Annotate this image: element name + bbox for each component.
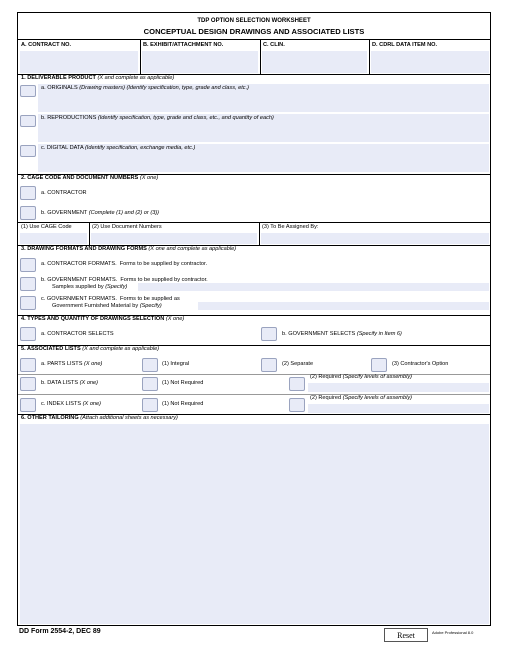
gfm-label: Government Furnished Material by (Specify) [52,303,162,309]
separate-label: (2) Separate [282,361,314,367]
parts-lists-checkbox[interactable] [20,358,36,372]
contractors-option-checkbox[interactable] [371,358,387,372]
reproductions-checkbox[interactable] [20,115,36,127]
index-lists-not-required-checkbox[interactable] [142,398,158,412]
section-1-title: 1. DELIVERABLE PRODUCT (X and complete as applicable) [21,75,175,81]
data-lists-required-checkbox[interactable] [289,377,305,391]
data-lists-levels-field[interactable] [308,383,489,392]
contractors-option-label: (3) Contractor's Option [392,361,449,367]
data-lists-checkbox[interactable] [20,377,36,391]
cdrl-label: D. CDRL DATA ITEM NO. [372,42,438,48]
section-5-title: 5. ASSOCIATED LISTS (X and complete as applicable) [21,346,160,352]
samples-supplied-label: Samples supplied by (Specify) [52,284,128,290]
reproductions-label: b. REPRODUCTIONS (Identify specification, type, grade and class, etc., and quantity of each) [41,115,274,121]
use-document-numbers-field[interactable] [91,233,257,244]
section-6-title: 6. OTHER TAILORING (Attach additional sheets as necessary) [21,415,178,421]
digital-data-label: c. DIGITAL DATA (Identify specification, exchange media, etc.) [41,145,196,151]
use-cage-code-field[interactable] [20,233,87,244]
exhibit-no-field[interactable] [142,51,258,73]
cage-government-label: b. GOVERNMENT (Complete (1) and (2) or (3)) [41,210,160,216]
data-lists-not-required-label: (1) Not Required [162,380,204,386]
government-formats-b-checkbox[interactable] [20,277,36,291]
separate-checkbox[interactable] [261,358,277,372]
integral-label: (1) Integral [162,361,190,367]
cage-contractor-label: a. CONTRACTOR [41,190,87,196]
index-lists-required-label: (2) Required (Specify levels of assembly) [310,395,412,401]
to-be-assigned-label: (3) To Be Assigned By: [262,224,319,230]
form-title: TDP OPTION SELECTION WORKSHEET [197,18,311,24]
index-lists-checkbox[interactable] [20,398,36,412]
use-cage-code-label: (1) Use CAGE Code [21,224,72,230]
section-2-title: 2. CAGE CODE AND DOCUMENT NUMBERS (X one) [21,175,159,181]
cdrl-field[interactable] [371,51,489,73]
index-lists-label: c. INDEX LISTS (X one) [41,401,102,407]
index-lists-levels-field[interactable] [308,404,489,413]
data-lists-label: b. DATA LISTS (X one) [41,380,99,386]
index-lists-required-checkbox[interactable] [289,398,305,412]
cage-government-checkbox[interactable] [20,206,36,220]
form-subtitle: CONCEPTUAL DESIGN DRAWINGS AND ASSOCIATED LISTS [143,27,365,36]
government-formats-b-label: b. GOVERNMENT FORMATS. Forms to be supplied by contractor. [41,277,208,283]
government-formats-c-checkbox[interactable] [20,296,36,310]
software-label: Adobe Professional 8.0 [432,630,474,635]
to-be-assigned-field[interactable] [261,233,489,244]
cage-contractor-checkbox[interactable] [20,186,36,200]
government-selects-label: b. GOVERNMENT SELECTS (Specify in Item 6) [282,331,402,337]
contractor-selects-label: a. CONTRACTOR SELECTS [41,331,114,337]
originals-checkbox[interactable] [20,85,36,97]
data-lists-required-label: (2) Required (Specify levels of assembly) [310,374,412,380]
index-lists-not-required-label: (1) Not Required [162,401,204,407]
contract-no-label: A. CONTRACT NO. [21,42,72,48]
government-formats-c-label: c. GOVERNMENT FORMATS. Forms to be supplied as [41,296,180,302]
exhibit-no-label: B. EXHIBIT/ATTACHMENT NO. [143,42,224,48]
government-selects-checkbox[interactable] [261,327,277,341]
gfm-field[interactable] [198,302,489,310]
parts-lists-label: a. PARTS LISTS (X one) [41,361,103,367]
contractor-selects-checkbox[interactable] [20,327,36,341]
contract-no-field[interactable] [20,51,138,73]
contractor-formats-label: a. CONTRACTOR FORMATS. Forms to be supplied by contractor. [41,261,208,267]
clin-label: C. CLIN. [263,42,285,48]
reset-button[interactable]: Reset [384,628,428,642]
other-tailoring-field[interactable] [20,424,489,624]
digital-data-checkbox[interactable] [20,145,36,157]
section-3-title: 3. DRAWING FORMATS AND DRAWING FORMS (X one and complete as applicable) [21,246,237,252]
data-lists-not-required-checkbox[interactable] [142,377,158,391]
worksheet-form [17,12,491,626]
originals-label: a. ORIGINALS (Drawing masters) (Identify specification, type, grade and class, etc.) [41,85,249,91]
section-4-title: 4. TYPES AND QUANTITY OF DRAWINGS SELECTION (X one) [21,316,185,322]
clin-field[interactable] [262,51,367,73]
use-document-numbers-label: (2) Use Document Numbers [92,224,162,230]
contractor-formats-checkbox[interactable] [20,258,36,272]
samples-supplied-field[interactable] [138,283,489,291]
form-id: DD Form 2554-2, DEC 89 [19,628,101,635]
integral-checkbox[interactable] [142,358,158,372]
